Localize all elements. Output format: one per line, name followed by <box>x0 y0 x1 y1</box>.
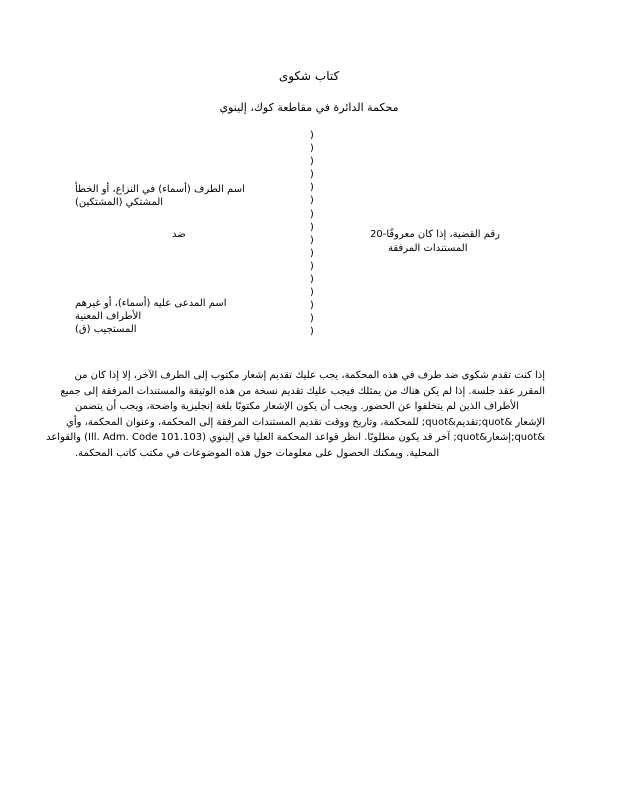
notice-line: الأطراف الذين لم يتخلفوا عن الحضور. ويجب أن يكون الإشعار مكتوبًا بلغة إنجليزية واضحة، ويجب أن يتضمن <box>75 401 519 412</box>
petitioner-role-label: المشتكي (المشتكين) <box>75 197 164 208</box>
notice-line: المحلية. ويمكنك الحصول على معلومات حول هذه الموضوعات في مكتب كاتب المحكمة. <box>75 447 440 459</box>
petitioner-block <box>75 183 255 209</box>
notice-line: إذا كنت تقدم شكوى ضد طرف في هذه المحكمة، يجب عليك تقديم إشعار مكتوب إلى الطرف الآخر، إلا إذا كان من <box>74 370 545 381</box>
caption-paren: ) <box>309 195 316 207</box>
attached-documents-label: المستندات المرفقة <box>388 243 468 254</box>
document-subtitle: محكمة الدائرة في مقاطعة كوك، إلينوي <box>219 101 399 114</box>
caption-paren: ) <box>309 287 316 299</box>
caption-paren: ) <box>309 130 316 141</box>
caption-divider <box>309 129 323 339</box>
caption-paren: ) <box>309 274 316 286</box>
caption-paren: ) <box>309 169 316 181</box>
respondent-name-label: اسم المدعى عليه (أسماء)، أو غيرهم <box>75 298 227 309</box>
notice-line: &quot;إشعار&quot; آخر قد يكون مطلوبًا. انظر قواعد المحكمة العليا في إلينوي (Ill. Adm. Code 101.103) والقواعد <box>46 432 545 443</box>
petitioner-name-label: اسم الطرف (أسماء) في النزاع، أو الخطأ <box>75 184 245 195</box>
case-number-label: رقم القضية، إذا كان معروفًا-20 <box>370 229 501 240</box>
notice-paragraph <box>46 368 545 461</box>
respondent-block <box>75 297 255 336</box>
respondent-role-label: المستجيب (ق) <box>75 324 137 335</box>
notice-line: المقرر عقد جلسة. إذا لم يكن هناك من يمثلك فيجب عليك تقديم نسخة من هذه الوثيقة والمستندات المرفقة إلى جميع <box>60 385 545 397</box>
versus-label: ضد <box>172 229 186 240</box>
caption-paren: ) <box>309 260 316 272</box>
caption-paren: ) <box>309 156 316 168</box>
caption-paren: ) <box>309 300 316 312</box>
caption-paren: ) <box>309 247 316 259</box>
notice-line: الإشعار &quot;تقديم&quot; للمحكمة، وتاريخ ووقت تقديم المستندات المرفقة إلى المحكمة، وعنوان المحكمة، وأي <box>66 416 545 428</box>
caption-paren: ) <box>309 326 316 338</box>
caption-paren: ) <box>309 143 316 155</box>
document-title: كتاب شكوى <box>278 69 340 83</box>
caption-paren: ) <box>309 313 316 325</box>
caption-paren: ) <box>309 234 316 246</box>
caption-paren: ) <box>309 221 316 233</box>
caption-paren: ) <box>309 182 316 194</box>
interested-parties-label: الأطراف المعنية <box>75 311 142 322</box>
caption-paren: ) <box>309 208 316 220</box>
